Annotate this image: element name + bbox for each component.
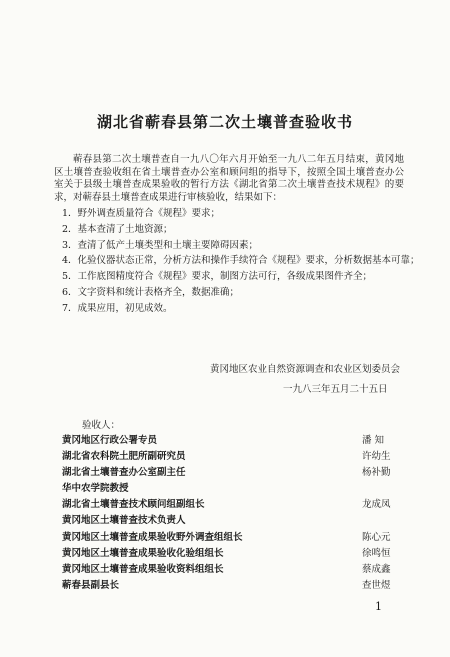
acceptor-name: 潘 知: [362, 435, 385, 446]
acceptor-row: [62, 481, 402, 497]
acceptor-row: [62, 562, 402, 578]
acceptor-list: [62, 433, 402, 594]
acceptor-name: 徐鸣恒: [362, 547, 391, 559]
results-list: [62, 206, 420, 317]
result-item-4: 4．化验仪器状态正常，分析方法和操作手续符合《规程》要求，分析数据基本可靠；: [62, 255, 420, 267]
acceptor-role: 蕲春县副县长: [62, 579, 120, 591]
acceptor-row: [62, 465, 402, 481]
acceptor-row: [62, 513, 402, 529]
acceptor-name: 龙成凤: [362, 499, 391, 511]
intro-paragraph: [54, 154, 404, 204]
acceptor-name: 陈心元: [362, 531, 391, 543]
result-item-5: 5．工作底图精度符合《规程》要求，制图方法可行，各级成果图件齐全；: [62, 271, 373, 283]
acceptor-row: [62, 546, 402, 562]
acceptor-label: 验收人：: [82, 420, 121, 431]
result-item-7: 7．成果应用，初见成效。: [62, 302, 173, 314]
acceptor-role: 黄冈地区土壤普查成果验收化验组组长: [62, 547, 224, 559]
acceptor-role: 华中农学院教授: [62, 483, 129, 495]
acceptor-role: 湖北省土壤普查技术顾问组副组长: [62, 499, 205, 511]
acceptor-row: [62, 578, 402, 594]
acceptor-role: 黄冈地区行政公署专员: [62, 435, 158, 446]
acceptor-row: [62, 433, 402, 449]
acceptor-role: 湖北省农科院土肥所副研究员: [62, 451, 186, 463]
acceptor-row: [62, 497, 402, 513]
acceptor-name: 许幼生: [362, 451, 391, 463]
intro-text: 蕲春县第二次土壤普查自一九八〇年六月开始至一九八二年五月结束，黄冈地区土壤普查验收组在省土壤普查办公室和顾问组的指导下，按照全国土壤普查办公室关于县级土壤普查成果验收的暂行方法《湖北省第二次土壤普查技术规程》的要求，对蕲春县土壤普查成果进行审核验收，结果如下：: [54, 154, 404, 203]
acceptor-role: 黄冈地区土壤普查成果验收野外调查组组长: [62, 531, 243, 543]
acceptor-name: 杨补勤: [362, 467, 391, 479]
result-item-1: 1．野外调查质量符合《规程》要求；: [62, 208, 221, 219]
acceptor-row: [62, 530, 402, 546]
acceptor-role: 湖北省土壤普查办公室副主任: [62, 467, 186, 479]
result-item-2: 2．基本查清了土地资源；: [62, 223, 173, 235]
document-title: 湖北省蕲春县第二次土壤普查验收书: [96, 113, 353, 131]
page-number: 1: [375, 600, 382, 613]
issue-date: 一九八三年五月二十五日: [283, 384, 388, 395]
result-item-6: 6．文字资料和统计表格齐全，数据准确；: [62, 286, 240, 298]
issuing-committee: 黄冈地区农业自然资源调查和农业区划委员会: [210, 364, 401, 375]
acceptor-role: 黄冈地区土壤普查成果验收资料组组长: [62, 563, 224, 575]
acceptor-name: 蔡成鑫: [362, 563, 391, 575]
acceptor-name: 查世煜: [362, 579, 391, 591]
acceptor-role: 黄冈地区土壤普查技术负责人: [62, 515, 186, 527]
acceptor-row: [62, 449, 402, 465]
result-item-3: 3．查清了低产土壤类型和土壤主要障碍因素；: [62, 239, 259, 251]
